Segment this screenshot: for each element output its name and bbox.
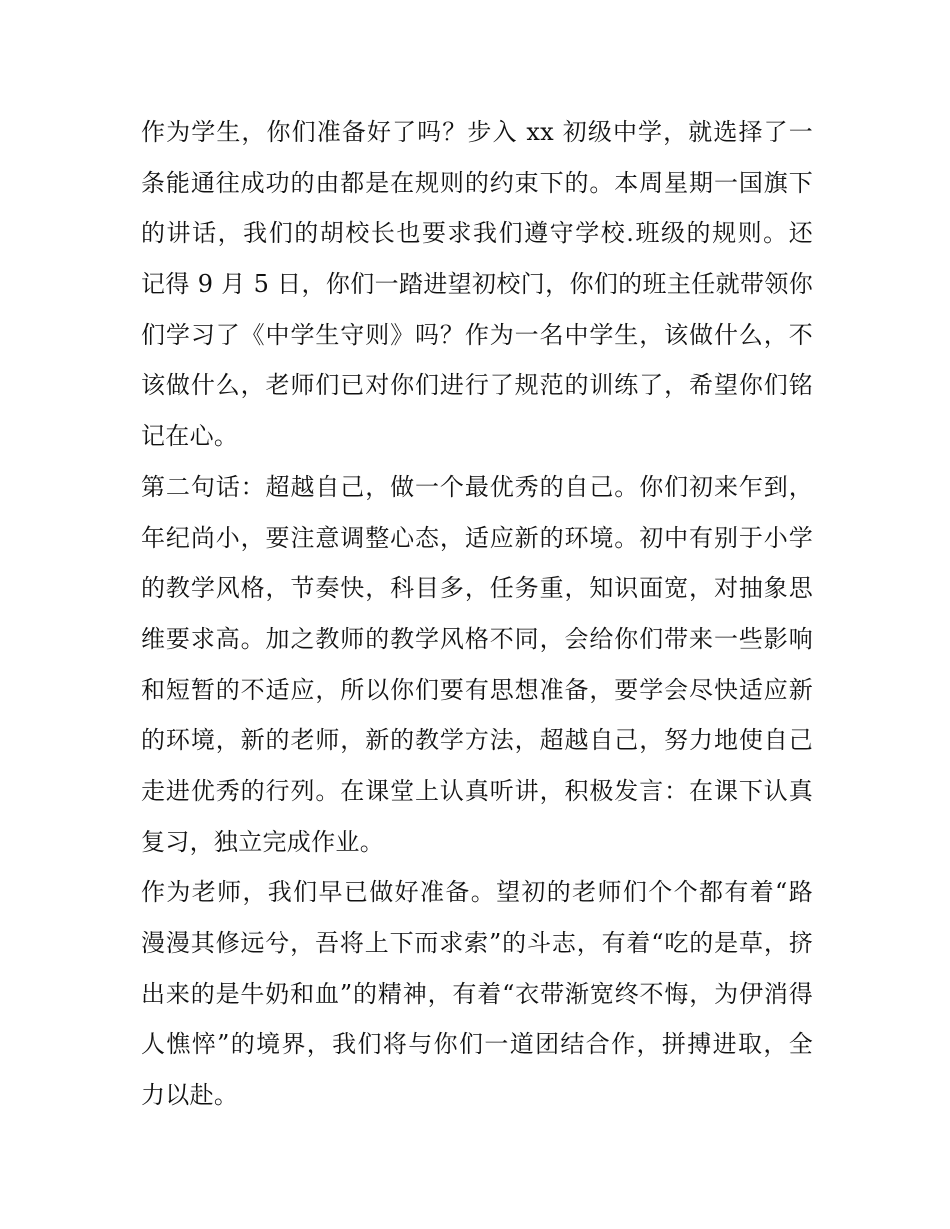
text-line: 的教学风格，节奏快，科目多，任务重，知识面宽，对抽象思 xyxy=(141,574,813,603)
text-line: 力以赴。 xyxy=(141,1081,239,1110)
text-line: 走进优秀的行列。在课堂上认真听讲，积极发言：在课下认真 xyxy=(141,776,813,805)
text-line: 的讲话，我们的胡校长也要求我们遵守学校.班级的规则。还 xyxy=(141,219,813,248)
text-line: 复习，独立完成作业。 xyxy=(141,827,384,856)
text-line: 年纪尚小，要注意调整心态，适应新的环境。初中有别于小学 xyxy=(141,523,813,552)
text-line: 记在心。 xyxy=(141,422,239,451)
text-line: 漫漫其修远兮，吾将上下而求索”的斗志，有着“吃的是草，挤 xyxy=(141,929,813,957)
text-line: 人憔悴”的境界，我们将与你们一道团结合作，拼搏进取，全 xyxy=(141,1030,813,1059)
text-line: 们学习了《中学生守则》吗？作为一名中学生，该做什么，不 xyxy=(141,320,813,349)
paragraph-3 xyxy=(141,867,813,1120)
text-line: 维要求高。加之教师的教学风格不同，会给你们带来一些影响 xyxy=(141,624,813,653)
text-line: 作为老师，我们早已做好准备。望初的老师们个个都有着“路 xyxy=(141,878,813,907)
text-line: 第二句话：超越自己，做一个最优秀的自己。你们初来乍到， xyxy=(141,472,813,501)
text-line: 条能通往成功的由都是在规则的约束下的。本周星期一国旗下 xyxy=(141,168,813,197)
paragraph-2 xyxy=(141,462,813,868)
text-line: 出来的是牛奶和血”的精神，有着“衣带渐宽终不悔，为伊消得 xyxy=(141,979,813,1008)
text-line: 和短暂的不适应，所以你们要有思想准备，要学会尽快适应新 xyxy=(141,675,813,704)
text-line: 该做什么，老师们已对你们进行了规范的训练了，希望你们铭 xyxy=(141,371,813,400)
text-line: 作为学生，你们准备好了吗？步入 xx 初级中学，就选择了一 xyxy=(141,118,813,146)
text-line: 记得 9 月 5 日，你们一踏进望初校门，你们的班主任就带领你 xyxy=(141,270,813,299)
text-line: 的环境，新的老师，新的教学方法，超越自己，努力地使自己 xyxy=(141,726,813,755)
paragraph-1 xyxy=(141,107,813,462)
body-text xyxy=(141,107,813,1121)
